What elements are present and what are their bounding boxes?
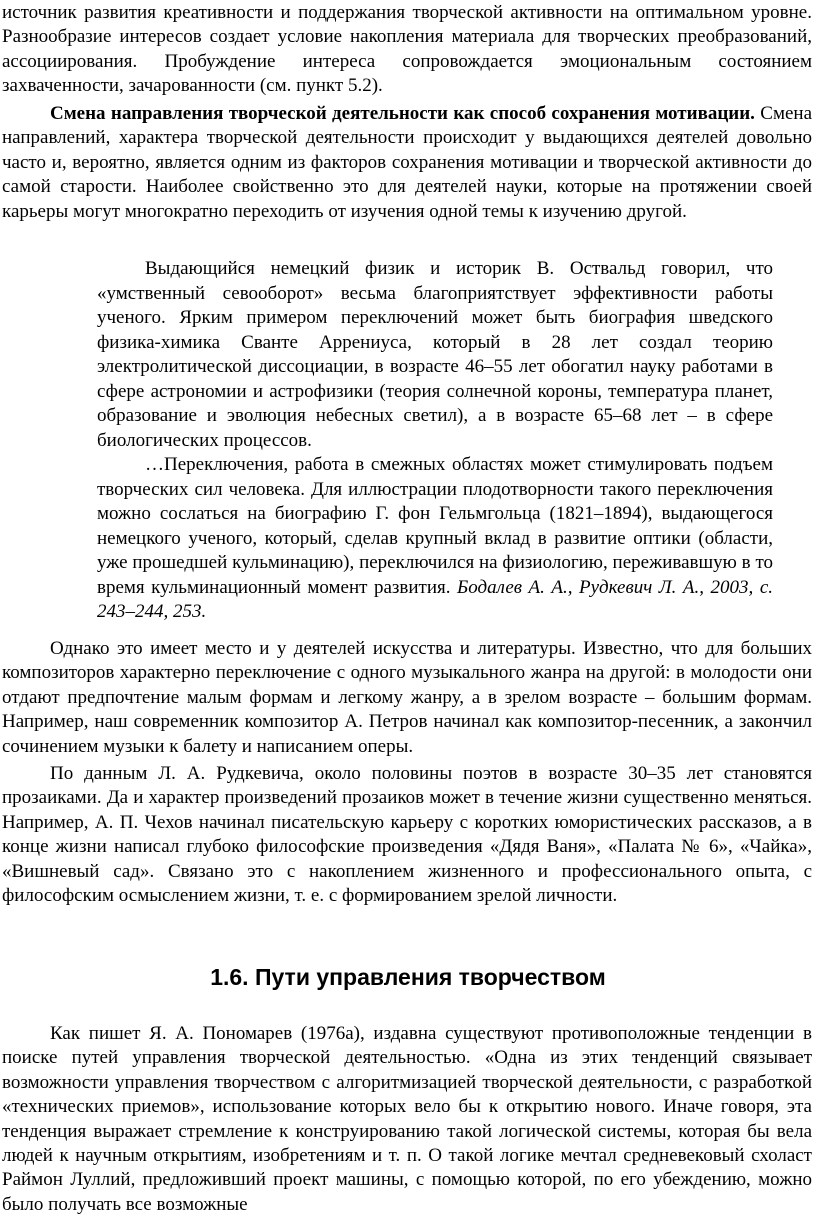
paragraph-motivation <box>2 102 812 224</box>
paragraph-ponomarev: Как пишет Я. А. Пономарев (1976а), издавна существуют противоположные тенденции в поиске путей управления творческой деятельностью. «Одна из этих тенденций связывает возможности управления творчеством с алгоритмизацией творческой деятельности, с разработкой «технических приемов», использование которых вело бы к открытию нового. Иначе говоря, эта тенденция выражает стремление к конструированию такой логической системы, которая бы вела людей к научным открытиям, изобретениям и т. п. О такой логике мечтал средневековый схоласт Раймон Луллий, предложивший проект машины, с помощью которой, по его убеждению, можно было получать все возможные <box>2 1023 812 1215</box>
quote-paragraph-helmholtz <box>97 453 773 625</box>
quote-paragraph-ostwald: Выдающийся немецкий физик и историк В. Оствальд говорил, что «умственный севооборот» весьма благоприятствует эффективности работы ученого. Ярким примером переключений может быть биография шведского физика-химика Сванте Аррениуса, который в 28 лет создал теорию электролитической диссоциации, в возрасте 46–55 лет обогатил науку работами в сфере астрономии и астрофизики (теория солнечной короны, температура планет, образование и эволюция небесных светил), а в возрасте 65–68 лет – в сфере биологических процессов. <box>97 258 773 451</box>
motivation-subheading: Смена направления творческой деятельности как способ сохранения мотивации. <box>50 103 755 124</box>
quote-helmholtz-text: …Переключения, работа в смежных областях может стимулировать подъем творческих сил человека. Для иллюстрации плодотворности такого переключения можно сослаться на биографию Г. фон Гельмгольца (1821–1894), выдающегося немецкого ученого, который, сделав крупный вклад в развитие оптики (области, уже прошедшей кульминацию), переключился на физиологию, переживавшую в то время кульминационный момент развития. <box>97 454 773 598</box>
quote-citation: Бодалев А. А., Рудкевич Л. А., 2003, с. 243–244, 253. <box>97 576 773 622</box>
paragraph-interest-continued: источник развития креативности и поддержания творческой активности на оптимальном уровне. Разнообразие интересов создает условие накопления материала для творческих преобразований, ассоциирования. Пробуждение интереса сопровождается эмоциональным состоянием захваченности, зачарованности (см. пункт 5.2). <box>2 2 812 97</box>
paragraph-arts: Однако это имеет место и у деятелей искусства и литературы. Известно, что для больших композиторов характерно переключение с одного музыкального жанра на другой: в молодости они отдают предпочтение малым формам и легкому жанру, а в зрелом возрасте – большим формам. Например, наш современник композитор А. Петров начинал как композитор-песенник, а закончил сочинением музыки к балету и написанием оперы. <box>2 638 812 757</box>
motivation-text: Смена направлений, характера творческой деятельности происходит у выдающихся деятелей довольно часто и, вероятно, является одним из факторов сохранения мотивации и творческой активности до самой старости. Наиболее свойственно это для деятелей науки, которые на протяжении своей карьеры могут многократно переходить от изучения одной темы к изучению другой. <box>2 103 812 222</box>
section-heading: 1.6. Пути управления творчеством <box>210 964 606 990</box>
paragraph-rudkevich: По данным Л. А. Рудкевича, около половины поэтов в возрасте 30–35 лет становятся прозаиками. Да и характер произведений прозаиков может в течение жизни существенно меняться. Например, А. П. Чехов начинал писательскую карьеру с коротких юмористических рассказов, а в конце жизни написал глубоко философские произведения «Дядя Ваня», «Палата № 6», «Чайка», «Вишневый сад». Связано это с накоплением жизненного и профессионального опыта, с философским осмыслением жизни, т. е. с формированием зрелой личности. <box>2 763 812 907</box>
quote-block <box>97 257 773 625</box>
